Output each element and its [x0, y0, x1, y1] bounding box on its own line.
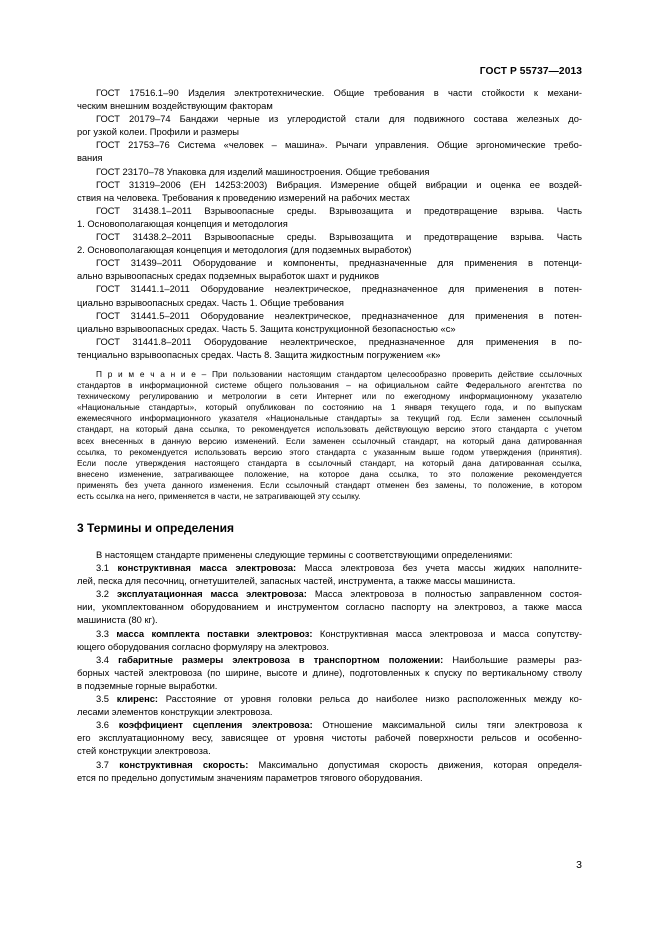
term-line: ющего оборудования согласно формуляру на электровоз. — [77, 641, 329, 652]
term-name: масса комплекта поставки электровоз: — [116, 628, 313, 639]
note-line: применять без учета данного изменения. Если ссылочный стандарт отменен без замены, то положение, в котором — [77, 479, 582, 490]
note-line: Если после утверждения настоящего стандарта в ссылочный стандарт, на который дана датированная ссылка, — [77, 457, 582, 468]
normative-references-list — [77, 87, 582, 362]
term-name: клиренс: — [116, 694, 159, 705]
note-line: техническому регулированию и метрологии в сети Интернет или по ежегодному информационному указателю — [77, 391, 582, 402]
reference-line: 2. Основополагающая концепция и методология (для подземных выработок) — [77, 245, 412, 256]
reference-line: ГОСТ 31438.2–2011 Взрывоопасные среды. Взрывозащита и предотвращение взрыва. Часть — [96, 232, 582, 243]
term-definition: Максимально допустимая скорость движения, которая определя- — [248, 759, 582, 770]
reference-line: ГОСТ 31441.1–2011 Оборудование неэлектрическое, предназначенное для применения в потен- — [96, 284, 582, 295]
reference-line: ГОСТ 20179–74 Бандажи черные из углеродистой стали для подвижного состава железных до- — [96, 114, 582, 125]
term-line — [77, 588, 582, 601]
term-name: габаритные размеры электровоза в транспортном положении: — [118, 654, 444, 665]
reference-line: ГОСТ 31319–2006 (ЕН 14253:2003) Вибрация. Измерение общей вибрации и оценка ее воздей- — [96, 179, 582, 190]
reference-line: тенциально взрывоопасных средах. Часть 8. Защита жидкостным погружением «к» — [77, 349, 441, 360]
reference-line: ГОСТ 23170–78 Упаковка для изделий машиностроения. Общие требования — [96, 166, 430, 177]
term-line — [77, 719, 582, 732]
term-name: конструктивная скорость: — [119, 759, 249, 770]
term-number: 3.1 — [96, 563, 118, 574]
term-number: 3.4 — [96, 654, 119, 665]
term-number: 3.3 — [96, 628, 117, 639]
term-definition: Масса электровоза в полностью заправленном состоя- — [306, 589, 582, 600]
reference-line: ГОСТ 31441.5–2011 Оборудование неэлектрическое, предназначенное для применения в потен- — [96, 310, 582, 321]
term-line — [77, 628, 582, 641]
term-line: нии, укомплектованном оборудованием и инструментом согласно паспорту на электровоз, а также масса — [77, 602, 582, 613]
term-definition: Масса электровоза без учета массы жидких наполните- — [296, 563, 582, 574]
term-definition: Наибольшие размеры раз- — [443, 654, 582, 665]
term-line: лесами элементов конструкции электровоза. — [77, 707, 273, 718]
note-line: внесено изменение, затрагивающее положение, на которое дана ссылка, то это положение рекомендуется — [77, 468, 582, 479]
reference-line: ГОСТ 31439–2011 Оборудование и компоненты, предназначенные для применения в потенци- — [96, 258, 582, 269]
term-number: 3.7 — [96, 759, 120, 770]
term-line: машиниста (80 кг). — [77, 615, 158, 626]
term-name: конструктивная масса электровоза: — [117, 563, 297, 574]
term-definition: Отношение максимальной силы тяги электровоза к — [312, 720, 582, 731]
note-line: стандартов в информационной системе общего пользования – на официальном сайте Федерального агентства по — [77, 380, 582, 391]
term-line — [77, 562, 582, 575]
term-definition: Расстояние от уровня головки рельса до наиболее низко расположенных между ко- — [158, 694, 582, 705]
reference-line: вания — [77, 153, 103, 164]
term-line — [77, 654, 582, 667]
note-line: «Национальные стандарты», который опубликован по состоянию на 1 января текущего года, и по выпускам — [77, 402, 582, 413]
term-number: 3.5 — [96, 694, 117, 705]
terms-intro: В настоящем стандарте применены следующие термины с соответствующими определениями: — [96, 550, 513, 560]
term-number: 3.6 — [96, 720, 119, 731]
reference-line: ствия на человека. Требования к проведению измерений на рабочих местах — [77, 192, 410, 203]
term-line: в подземные горные выработки. — [77, 680, 218, 691]
reference-line: ческим внешним воздействующим факторам — [77, 101, 273, 112]
term-name: эксплуатационная масса электровоза: — [116, 589, 307, 600]
note-line: стандарт, на который дана ссылка, то рекомендуется использовать действующую версию этого стандарта с учетом — [77, 424, 582, 435]
term-number: 3.2 — [96, 589, 117, 600]
term-definition: Конструктивная масса электровоза и масса сопутству- — [312, 628, 582, 639]
section-heading: 3 Термины и определения — [77, 521, 235, 535]
term-line — [77, 759, 582, 772]
reference-line: циально взрывоопасных средах. Часть 5. Защита конструкционной безопасностью «с» — [77, 323, 456, 334]
note-line: ежемесячного информационного указателя «Национальные стандарты» за текущий год. Если заменен ссылочный — [77, 413, 582, 424]
note-line: ссылка, то рекомендуется использовать версию этого стандарта с указанным выше годом утверждения (принятия). — [77, 446, 582, 457]
term-line: борных частей электровоза (по ширине, высоте и длине), подготовленных к спуску по вертикальному стволу — [77, 667, 582, 678]
note-line: всех внесенных в данную версию изменений. Если заменен ссылочный стандарт, на который дана датированная — [77, 435, 582, 446]
terms-list — [77, 549, 582, 785]
reference-line: ГОСТ 31438.1–2011 Взрывоопасные среды. Взрывозащита и предотвращение взрыва. Часть — [96, 205, 582, 216]
term-line — [77, 693, 582, 706]
reference-line: ально взрывоопасных средах подземных выработок шахт и рудников — [77, 271, 380, 282]
reference-line: ГОСТ 31441.8–2011 Оборудование неэлектрическое, предназначенное для применения в по- — [96, 336, 582, 347]
note-text: – При пользовании настоящим стандартом целесообразно проверить действие ссылочных — [195, 369, 582, 379]
reference-line: циально взрывоопасных средах. Часть 1. Общие требования — [77, 297, 344, 308]
reference-line: рог узкой колеи. Профили и размеры — [77, 127, 240, 138]
note-label: П р и м е ч а н и е — [96, 369, 196, 379]
page-number: 3 — [576, 859, 582, 871]
reference-line: 1. Основополагающая концепция и методология — [77, 218, 288, 229]
reference-line: ГОСТ 21753–76 Система «человек – машина». Рычаги управления. Общие эргономические требо- — [96, 140, 582, 151]
term-line: стей конструкции электровоза. — [77, 746, 211, 757]
note-line: есть ссылка на него, применяется в части, не затрагивающей эту ссылку. — [77, 491, 361, 502]
term-name: коэффициент сцепления электровоза: — [118, 720, 313, 731]
note-block — [77, 369, 582, 502]
note-line — [77, 369, 582, 380]
term-line: лей, песка для песочниц, огнетушителей, запасных частей, инструмента, а также массы машиниста. — [77, 576, 516, 587]
document-code-header: ГОСТ Р 55737—2013 — [479, 66, 582, 77]
reference-line: ГОСТ 17516.1–90 Изделия электротехнические. Общие требования в части стойкости к механи- — [96, 88, 582, 98]
term-line: ется по предельно допустимым значениям параметров тягового оборудования. — [77, 772, 423, 783]
term-line: его эксплуатационному весу, зависящее от уровня чистоты рабочей поверхности рельсов и особенно- — [77, 733, 582, 744]
